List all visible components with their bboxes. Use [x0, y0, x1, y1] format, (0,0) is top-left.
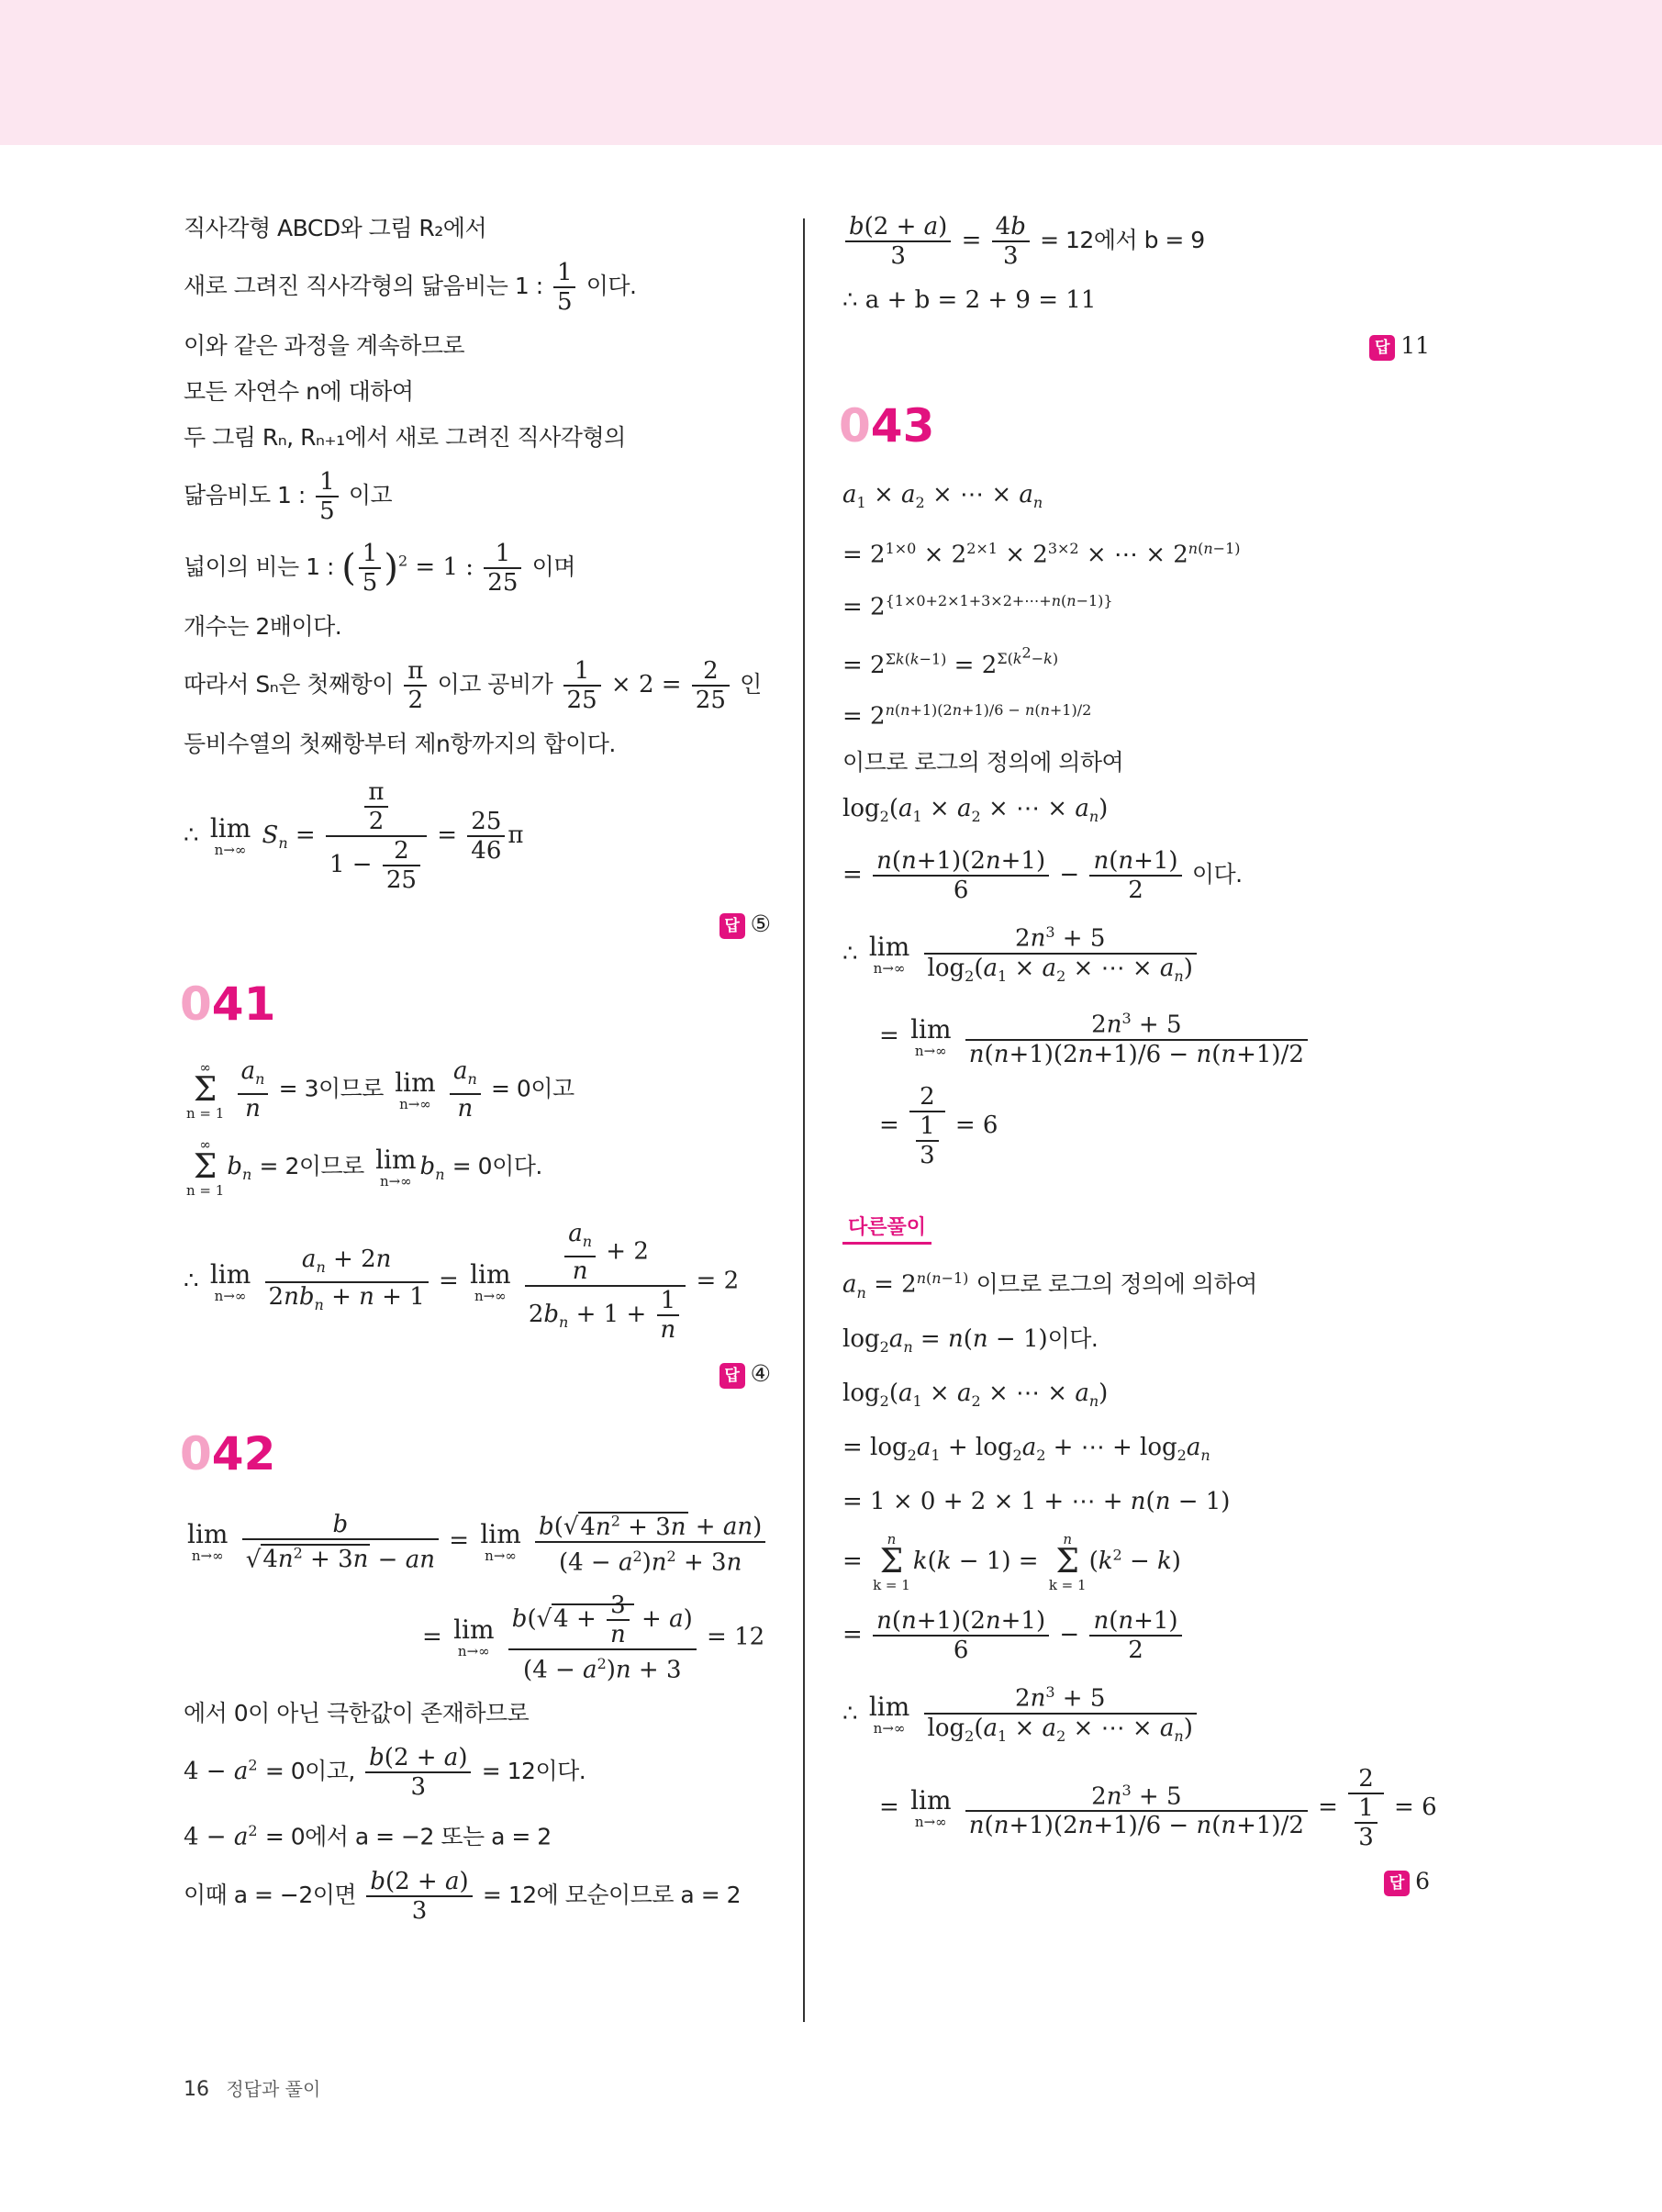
left-column	[180, 213, 771, 1939]
math-line: ∴ a + b = 2 + 9 = 11	[842, 286, 1097, 314]
answer-icon: 답	[1384, 1871, 1410, 1896]
math-line: $a_1 \times a_2$ × ⋯ × $a_n$	[842, 481, 1043, 512]
math-line: $a_n = 2^{n(n-1)}$ 이므로 로그의 정의에 의하여	[842, 1268, 1257, 1302]
math-line: ∴ lim n→∞ $\frac{a_n + 2n}{2nb_n + n + 1}$ = lim n→∞ $\frac{a_n}{n}$ + 2 $2b_n + 1$ + $\frac{1}{n}$ = 2	[184, 1220, 740, 1345]
math-line: lim n→∞ $\frac{b}{√4n^2 + 3n - an}$ = lim n→∞ $\frac{b(√4n^2 + 3n + an)}{(4 - a^2)n^2 + 3n}$	[184, 1507, 771, 1576]
math-line: = lim n→∞ $\frac{2n^3 + 5}{n(n+1)(2n+1)/6 - n(n+1)/2}$	[842, 1005, 1430, 1068]
answer-040: 답 ⑤	[184, 909, 771, 940]
math-line: ∴ lim n→∞ $S_n$ = $\frac{\pi}{2}$ 1 − $\frac{2}{25}$ = $\frac{25}{46}$ π	[184, 778, 524, 894]
math-line: ∞ Σ n = 1 $\frac{a_n}{n}$ = 3이므로 lim n→∞ $\frac{a_n}{n}$ = 0이고	[186, 1057, 574, 1123]
math-line: = lim n→∞ b(√4 + $\frac{3}{n}$ + a) $(4 - a^2)n + 3$ = 12	[422, 1591, 765, 1684]
math-line: ∞ Σ n = 1 $b_n = 2$이므로 lim n→∞ $b_n = 0$이다.	[186, 1136, 542, 1200]
math-line: = $\frac{n(n+1)(2n+1)}{6}$ − $\frac{n(n+1)}{2}$	[842, 1607, 1430, 1664]
math-line: $\log_2a_n = n(n - 1)$이다.	[842, 1324, 1099, 1356]
answer-icon: 답	[719, 1363, 745, 1389]
math-line: $\log_2(a_1 \times a_2$ × ⋯ × $a_n$)	[842, 1379, 1109, 1411]
math-line: ∴ lim n→∞ $\frac{2n^3 + 5}{\log_2(a_1 \times a_2 \times \cdots \times a_n)}$	[842, 919, 1430, 990]
answer-042: 답 11	[842, 330, 1430, 362]
text-line: 이므로 로그의 정의에 의하여	[842, 749, 1124, 776]
text-line: 이와 같은 과정을 계속하므로	[184, 332, 465, 359]
math-line: = $\frac{2}{\frac{1}{3}}$ = 6	[879, 1082, 998, 1169]
math-line: = lim n→∞ $\frac{2n^3 + 5}{n(n+1)(2n+1)/6 - n(n+1)/2}$ = $\frac{2}{\frac{1}{3}}$ = 6	[879, 1765, 1437, 1852]
problem-number-042: 042	[180, 1427, 276, 1481]
problem-number-043: 043	[839, 399, 935, 452]
answer-icon: 답	[1369, 335, 1395, 361]
text-line: 개수는 2배이다.	[184, 613, 342, 640]
answer-043: 답 6	[842, 1866, 1430, 1897]
text-line: 새로 그려진 직사각형의 닮음비는 1 : $\frac{1}{5}$ 이다.	[184, 259, 637, 316]
text-line: 닮음비도 1 : $\frac{1}{5}$ 이고	[184, 468, 393, 525]
header-band	[0, 0, 1662, 145]
text-line: 에서 0이 아닌 극한값이 존재하므로	[184, 1700, 530, 1727]
math-line: ∴ lim n→∞ $\frac{2n^3 + 5}{\log_2(a_1 \times a_2 \times \cdots \times a_n)}$	[842, 1679, 1430, 1750]
math-line: 이때 a = −2이면 $\frac{b(2 + a)}{3}$ = 12에 모순이므로 a = 2	[184, 1868, 741, 1925]
math-line: = $2^{n(n+1)(2n+1)/6 - n(n+1)/2}$	[842, 701, 1092, 732]
math-line: $4 - a^2 = 0$이고, $\frac{b(2 + a)}{3}$ = 12이다.	[184, 1744, 586, 1802]
math-line: = $2^{\{1\times 0+2\times 1+3\times 2+\cdots+n(n-1)\}}$	[842, 591, 1113, 621]
math-line: = $\frac{n(n+1)(2n+1)}{6}$ − $\frac{n(n+1)}{2}$ 이다.	[842, 847, 1243, 905]
math-line: $\log_2(a_1 \times a_2$ × ⋯ × $a_n$)	[842, 795, 1109, 826]
footer-title: 정답과 풀이	[226, 2078, 321, 2100]
answer-041: 답 ④	[184, 1358, 771, 1390]
math-line: = $\log_2a_1 + \log_2a_2$ + ⋯ + $\log_2a_n$	[842, 1434, 1210, 1465]
text-line: 모든 자연수 n에 대하여	[184, 378, 414, 405]
column-divider	[803, 218, 805, 2022]
text-line: 따라서 Sₙ은 첫째항이 $\frac{\pi}{2}$ 이고 공비가 $\frac{1}{25}$ × 2 = $\frac{2}{25}$ 인	[184, 657, 762, 714]
page-footer	[184, 2074, 320, 2101]
math-line: = $2^{\Sigma k(k-1)} = 2^{\Sigma(k^2-k)}$	[842, 643, 1059, 679]
math-line: $4 - a^2 = 0$에서 a = −2 또는 a = 2	[184, 1822, 552, 1851]
right-column	[839, 213, 1437, 1925]
math-line: = n Σ k = 1 k(k − 1) = n Σ k = 1 $(k^2 - k)$	[842, 1531, 1181, 1594]
math-line: $\frac{b(2 + a)}{3}$ = $\frac{4b}{3}$ = 12에서 b = 9	[842, 213, 1430, 270]
math-line: = 1 × 0 + 2 × 1 + ⋯ + n(n − 1)	[842, 1488, 1231, 1516]
answer-icon: 답	[719, 913, 745, 939]
alt-solution-label: 다른풀이	[842, 1212, 931, 1245]
text-line: 두 그림 Rₙ, Rₙ₊₁에서 새로 그려진 직사각형의	[184, 424, 626, 451]
problem-number-041: 041	[180, 978, 276, 1031]
text-line: 넓이의 비는 1 : ( $\frac{1}{5}$ )$^2$ = 1 : $\frac{1}{25}$ 이며	[184, 540, 575, 597]
page-number: 16	[184, 2078, 209, 2101]
text-line: 등비수열의 첫째항부터 제n항까지의 합이다.	[184, 731, 616, 757]
text-line: 직사각형 ABCD와 그림 R₂에서	[184, 215, 487, 241]
math-line: = $2^{1\times 0} \times 2^{2\times 1} \times 2^{3\times 2}$ × ⋯ × $2^{n(n-1)}$	[842, 540, 1241, 569]
